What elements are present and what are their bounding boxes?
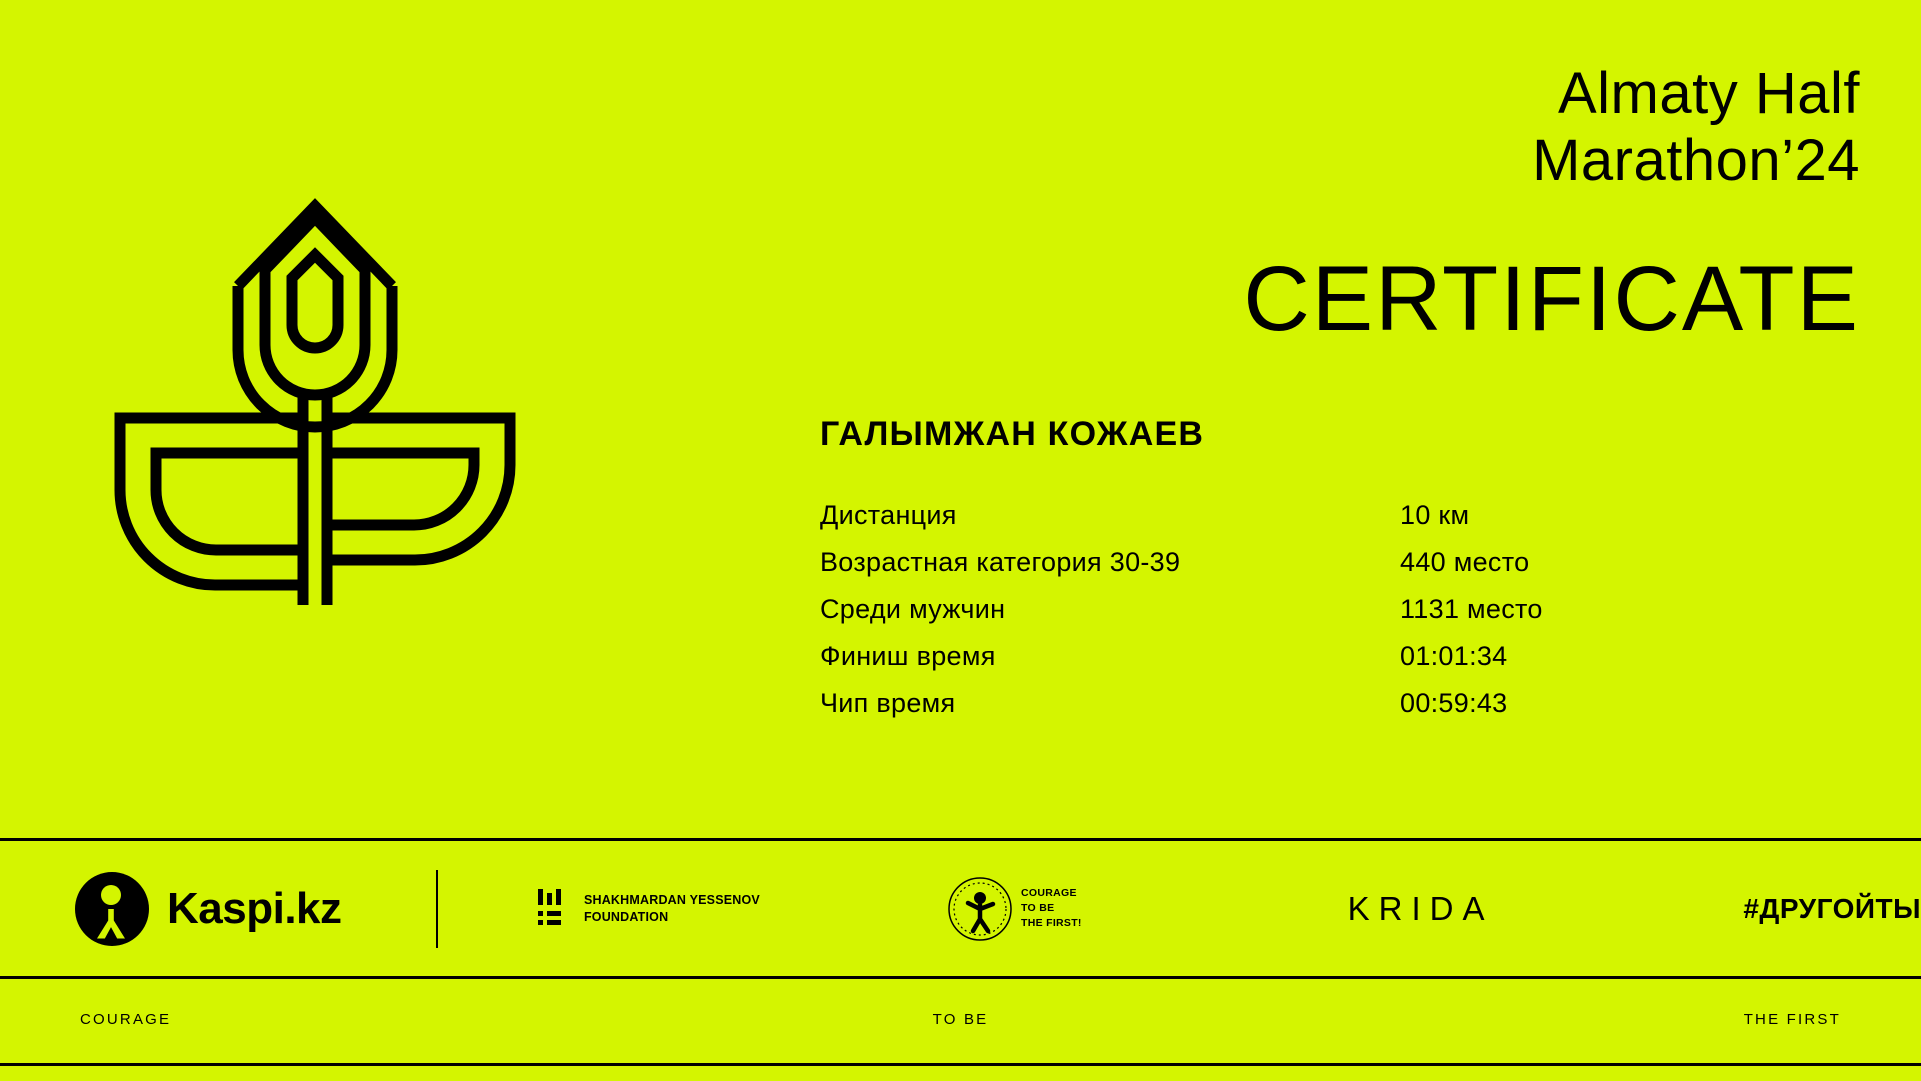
certificate-text-block bbox=[810, 60, 1860, 735]
results-table bbox=[810, 500, 1810, 719]
yessenov-icon bbox=[538, 889, 572, 929]
corporate-fund-line1: COURAGE bbox=[1020, 886, 1077, 899]
corporate-fund-line3: THE FIRST! bbox=[1020, 917, 1082, 930]
corporate-fund-logo bbox=[947, 876, 1168, 942]
result-value: 440 место bbox=[1400, 546, 1530, 577]
yessenov-label bbox=[584, 892, 760, 926]
slogan-part-2: TO BE bbox=[932, 1011, 989, 1028]
result-value: 1131 место bbox=[1400, 593, 1543, 624]
sponsor-divider bbox=[436, 870, 438, 948]
result-value: 00:59:43 bbox=[1400, 687, 1508, 718]
table-row bbox=[820, 641, 1810, 672]
event-title bbox=[810, 60, 1860, 195]
certificate-heading: CERTIFICATE bbox=[1243, 247, 1860, 350]
slogan-part-1: COURAGE bbox=[80, 1011, 172, 1028]
slogan-row bbox=[0, 976, 1921, 1063]
corporate-fund-icon bbox=[947, 876, 1013, 942]
event-title-line2: Marathon’24 bbox=[1532, 128, 1860, 194]
result-value: 10 км bbox=[1400, 499, 1470, 530]
slogan-part-3: THE FIRST bbox=[1743, 1011, 1841, 1028]
table-row bbox=[820, 547, 1810, 578]
sponsor-row bbox=[0, 841, 1921, 976]
result-label: Среди мужчин bbox=[820, 593, 1006, 624]
corporate-fund-line2: TO BE bbox=[1020, 901, 1055, 914]
table-row bbox=[820, 594, 1810, 625]
result-value: 01:01:34 bbox=[1400, 640, 1508, 671]
result-label: Чип время bbox=[820, 687, 956, 718]
athlete-name: ГАЛЫМЖАН КОЖАЕВ bbox=[820, 414, 1205, 453]
table-row bbox=[820, 500, 1810, 531]
event-title-line1: Almaty Half bbox=[1557, 61, 1860, 126]
krida-logo: KRIDA bbox=[1347, 889, 1494, 927]
divider-bottom bbox=[0, 1063, 1921, 1066]
table-row bbox=[820, 688, 1810, 719]
kaspi-icon bbox=[75, 872, 149, 946]
yessenov-label-line1: SHAKHMARDAN YESSENOV bbox=[583, 892, 760, 907]
result-label: Финиш время bbox=[820, 640, 996, 671]
kaspi-logo bbox=[75, 872, 406, 946]
result-label: Дистанция bbox=[820, 499, 957, 530]
drugoity-logo: #ДРУГОЙТЫ bbox=[1743, 892, 1921, 924]
kaspi-label: Kaspi.kz bbox=[167, 883, 342, 933]
yessenov-label-line2: FOUNDATION bbox=[583, 909, 669, 924]
almaty-tulip-logo bbox=[60, 160, 570, 610]
result-label: Возрастная категория 30-39 bbox=[820, 546, 1181, 577]
corporate-fund-label bbox=[1021, 886, 1082, 932]
yessenov-foundation-logo bbox=[538, 889, 797, 929]
